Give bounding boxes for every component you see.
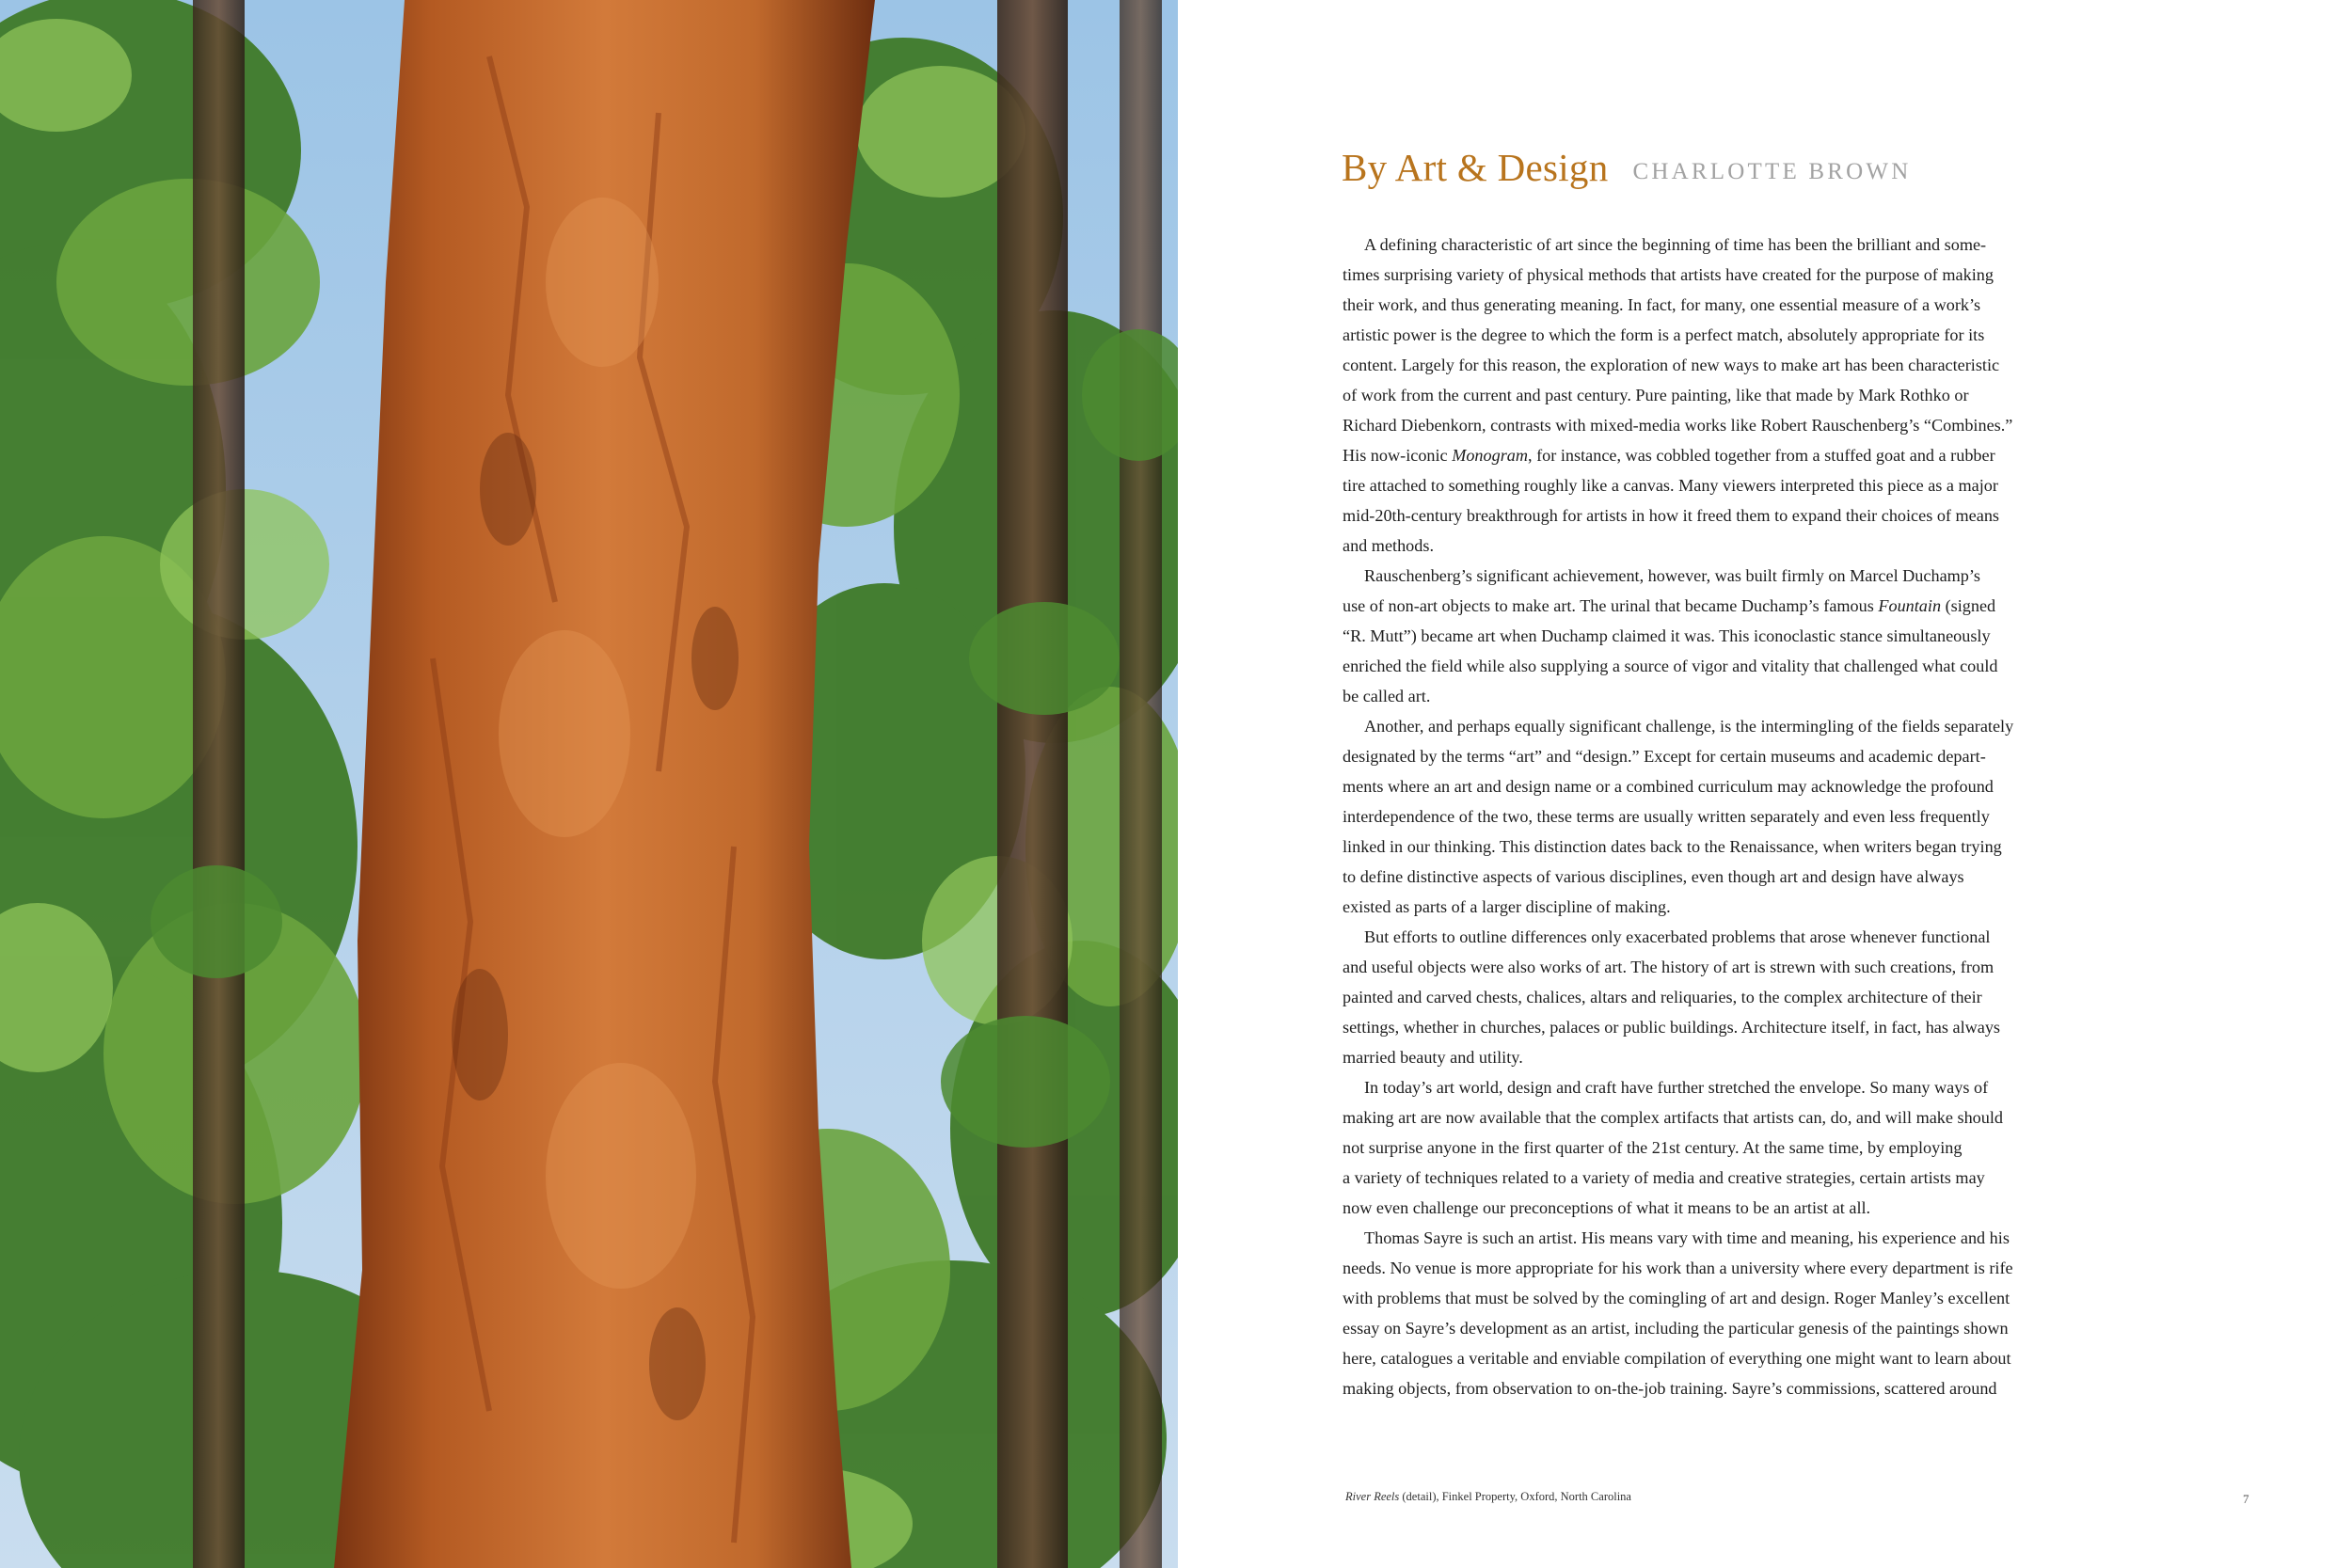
body-text-run: here, catalogues a veritable and enviable compilation of everything one might want to learn about xyxy=(1343,1349,2011,1368)
body-line xyxy=(1343,1193,2109,1223)
body-line xyxy=(1343,561,2109,591)
body-text-run: Rauschenberg’s significant achievement, however, was built firmly on Marcel Duchamp’s xyxy=(1364,566,1981,585)
body-text-run: essay on Sayre’s development as an artist, including the particular genesis of the paintings shown xyxy=(1343,1319,2009,1338)
body-line xyxy=(1343,1163,2109,1193)
body-line xyxy=(1343,380,2109,410)
body-text-run: settings, whether in churches, palaces or public buildings. Architecture itself, in fact, has always xyxy=(1343,1018,2001,1037)
body-text-run: linked in our thinking. This distinction dates back to the Renaissance, when writers began trying xyxy=(1343,837,2002,856)
body-line xyxy=(1343,350,2109,380)
body-text-run: A defining characteristic of art since the beginning of time has been the brilliant and some- xyxy=(1364,235,1987,254)
body-line xyxy=(1343,500,2109,531)
body-line xyxy=(1343,832,2109,862)
body-text-run: designated by the terms “art” and “design.” Except for certain museums and academic depart- xyxy=(1343,747,1986,766)
body-line xyxy=(1343,1072,2109,1102)
body-text-run: In today’s art world, design and craft have further stretched the envelope. So many ways of xyxy=(1364,1078,1989,1097)
body-line xyxy=(1343,531,2109,561)
body-text-run: now even challenge our preconceptions of what it means to be an artist at all. xyxy=(1343,1198,1871,1217)
body-text-run: But efforts to outline differences only exacerbated problems that arose whenever functional xyxy=(1364,927,1991,946)
body-line xyxy=(1343,892,2109,922)
body-text-run: to define distinctive aspects of various disciplines, even though art and design have always xyxy=(1343,867,1964,886)
body-text-run: needs. No venue is more appropriate for his work than a university where every department is rife xyxy=(1343,1259,2013,1277)
body-text-run: painted and carved chests, chalices, altars and reliquaries, to the complex architecture of their xyxy=(1343,988,1982,1006)
body-text-run: and methods. xyxy=(1343,536,1434,555)
body-line xyxy=(1343,741,2109,771)
body-text-run: enriched the field while also supplying a source of vigor and vitality that challenged what could xyxy=(1343,657,1998,675)
article-title: By Art & Design xyxy=(1342,146,1609,189)
body-text-run: mid-20th-century breakthrough for artists in how it freed them to expand their choices of means xyxy=(1343,506,1999,525)
article-author: CHARLOTTE BROWN xyxy=(1632,159,1912,184)
body-line xyxy=(1343,1042,2109,1072)
body-text-run: His now-iconic xyxy=(1343,446,1453,465)
body-line xyxy=(1343,1223,2109,1253)
italic-work-title: Fountain xyxy=(1878,596,1942,615)
body-text-run: and useful objects were also works of art. The history of art is strewn with such creations, from xyxy=(1343,958,1994,976)
body-text-run: making art are now available that the complex artifacts that artists can, do, and will make should xyxy=(1343,1108,2004,1127)
body-text-run: “R. Mutt”) became art when Duchamp claimed it was. This iconoclastic stance simultaneously xyxy=(1343,626,1991,645)
body-text-run: not surprise anyone in the first quarter of the 21st century. At the same time, by employing xyxy=(1343,1138,1963,1157)
body-line xyxy=(1343,801,2109,832)
body-line xyxy=(1343,320,2109,350)
photo-caption xyxy=(1345,1490,1631,1504)
body-text-run: Another, and perhaps equally significant challenge, is the intermingling of the fields separately xyxy=(1364,717,2014,736)
body-line xyxy=(1343,982,2109,1012)
caption-details: (detail), Finkel Property, Oxford, North Carolina xyxy=(1399,1490,1631,1503)
body-line xyxy=(1343,651,2109,681)
caption-work-title: River Reels xyxy=(1345,1490,1400,1503)
body-line xyxy=(1343,1132,2109,1163)
body-line xyxy=(1343,230,2109,260)
body-line xyxy=(1343,621,2109,651)
body-line xyxy=(1343,922,2109,952)
body-line xyxy=(1343,1012,2109,1042)
page-number: 7 xyxy=(2243,1492,2249,1506)
body-line xyxy=(1343,260,2109,290)
body-line xyxy=(1343,1283,2109,1313)
body-text-run: Thomas Sayre is such an artist. His means vary with time and meaning, his experience and his xyxy=(1364,1228,2010,1247)
body-line xyxy=(1343,440,2109,470)
body-line xyxy=(1343,952,2109,982)
body-line xyxy=(1343,1373,2109,1403)
body-line xyxy=(1343,591,2109,621)
body-text-run: , for instance, was cobbled together from a stuffed goat and a rubber xyxy=(1528,446,1995,465)
body-line xyxy=(1343,681,2109,711)
body-text-run: married beauty and utility. xyxy=(1343,1048,1523,1067)
body-text-run: artistic power is the degree to which the form is a perfect match, absolutely appropriate for its xyxy=(1343,325,1985,344)
body-text-run: their work, and thus generating meaning. In fact, for many, one essential measure of a work’s xyxy=(1343,295,1981,314)
body-line xyxy=(1343,1253,2109,1283)
body-line xyxy=(1343,410,2109,440)
body-text-run: interdependence of the two, these terms are usually written separately and even less frequently xyxy=(1343,807,1990,826)
body-text-run: ments where an art and design name or a combined curriculum may acknowledge the profound xyxy=(1343,777,1994,796)
body-text-run: of work from the current and past century. Pure painting, like that made by Mark Rothko or xyxy=(1343,386,1969,404)
article-body xyxy=(1343,230,2109,1403)
body-text-run: with problems that must be solved by the comingling of art and design. Roger Manley’s excellent xyxy=(1343,1289,2010,1307)
body-text-run: (signed xyxy=(1941,596,1996,615)
article-headline xyxy=(1342,146,1912,189)
italic-work-title: Monogram xyxy=(1452,446,1529,465)
body-line xyxy=(1343,862,2109,892)
body-text-run: tire attached to something roughly like a canvas. Many viewers interpreted this piece as a major xyxy=(1343,476,1998,495)
body-text-run: a variety of techniques related to a variety of media and creative strategies, certain artists may xyxy=(1343,1168,1985,1187)
body-line xyxy=(1343,1343,2109,1373)
body-line xyxy=(1343,290,2109,320)
body-text-run: existed as parts of a larger discipline of making. xyxy=(1343,897,1671,916)
body-line xyxy=(1343,1102,2109,1132)
body-text-run: content. Largely for this reason, the exploration of new ways to make art has been characteristic xyxy=(1343,356,2000,374)
body-text-run: use of non-art objects to make art. The urinal that became Duchamp’s famous xyxy=(1343,596,1879,615)
body-text-run: be called art. xyxy=(1343,687,1431,705)
text-page xyxy=(1178,0,2352,1568)
body-text-run: Richard Diebenkorn, contrasts with mixed-media works like Robert Rauschenberg’s “Combines.” xyxy=(1343,416,2013,435)
body-line xyxy=(1343,1313,2109,1343)
body-line xyxy=(1343,470,2109,500)
body-line xyxy=(1343,711,2109,741)
body-text-run: making objects, from observation to on-the-job training. Sayre’s commissions, scattered around xyxy=(1343,1379,1997,1398)
body-line xyxy=(1343,771,2109,801)
body-text-run: times surprising variety of physical methods that artists have created for the purpose of making xyxy=(1343,265,1994,284)
